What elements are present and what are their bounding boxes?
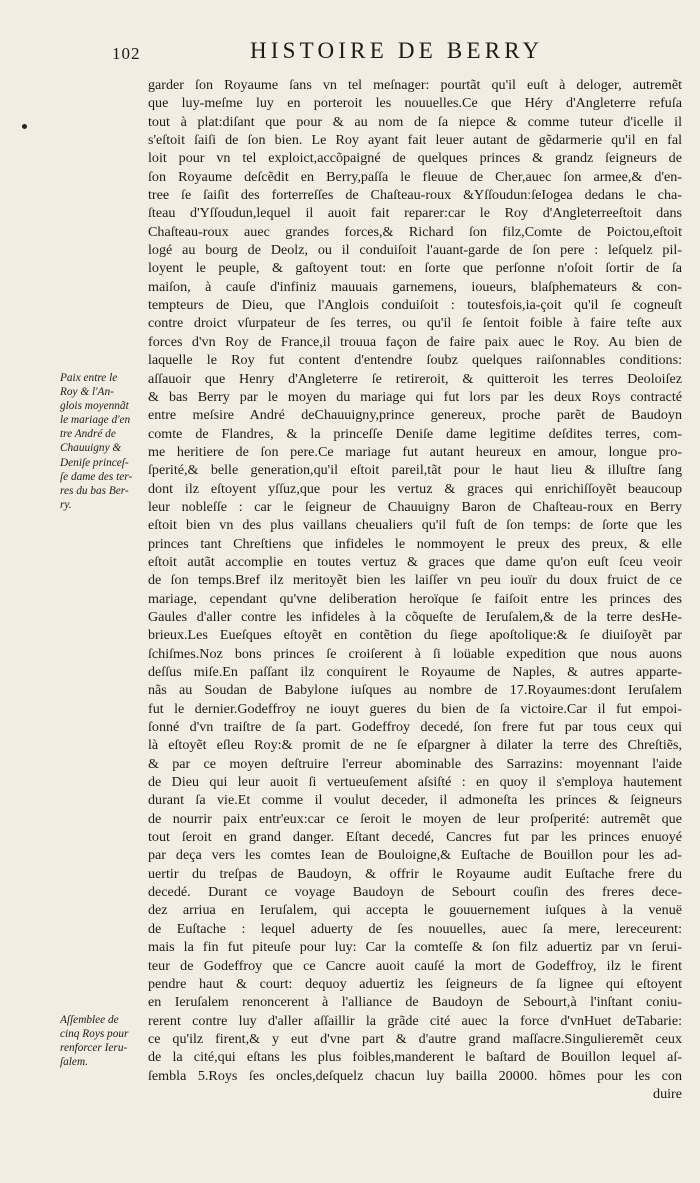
text-line: tout ſeroit en grand danger. Eſtant decedé, Cancres fut par les princes enuoyé — [148, 829, 682, 846]
text-line: tree ſe ſaiſit des forterreſſes de Chaſteau-roux &YſſoudunːſeIogea dedans le cha- — [148, 187, 682, 204]
margin-note-line: Chauuigny & — [60, 442, 122, 455]
text-line: pendre haut & court: dequoy aduertiz les ſeigneurs de ſa lignee qui eſtoyent — [148, 975, 682, 992]
text-line: forces d'vn Roy de France,il trouua façon de faire paix auec le Roy. Au bien de — [148, 333, 682, 350]
text-line: durant ſa vie.Et comme il voulut deceder, il admoneſta les princes & ſeigneurs — [148, 792, 682, 809]
margin-note-line: res du bas Ber- — [60, 484, 129, 497]
text-line: tout à plat:diſant que pour & au nom de ſa niepce & comme tuteur d'icelle il — [148, 113, 682, 130]
text-line: ſchiſmes.Noz bons princes ſe croiſerent à ſi loüable expedition que nous auons — [148, 645, 682, 662]
text-line: mariage, cependant qu'vne deliberation heroïque ſe faiſoit entre les princes des — [148, 590, 682, 607]
running-title: HISTOIRE DE BERRY — [250, 38, 544, 63]
text-line: en Ieruſalem renoncerent à l'alliance de Baudoyn de Sebourt,à l'inſtant coniu- — [148, 994, 682, 1011]
margin-note-line: Roy & l'An- — [60, 386, 114, 399]
text-line: & par ce moyen deſtruire l'erreur abominable des Sarrazins: moyennant l'aide — [148, 755, 682, 772]
margin-note-line: glois moyennãt — [60, 400, 129, 413]
text-line: nãs au Soudan de Babylone iuſques au nombre de 17.Royaumes:dont Ieruſalem — [148, 682, 682, 699]
text-line: de ſon temps.Bref ilz meritoyẽt bien les laiſſer vn peu iouïr du doux fruict de ce — [148, 572, 682, 589]
text-line: duire — [653, 1085, 682, 1102]
text-line: mais la fin fut piteuſe pour luy: Car la comteſſe & ſon filz aduertiz par vn ſerui- — [148, 939, 682, 956]
text-line: uertir du treſpas de Baudoyn, & offrir le Royaume audit Euſtache frere du — [148, 865, 682, 882]
text-line: ce qu'ilz firent,& y eut d'vne part & d'autre grand maſſacre.Singulieremẽt ceux — [148, 1030, 682, 1047]
text-line: Gaules d'aller contre les infideles à la cõqueſte de Ieruſalem,& de la terre desHe- — [148, 608, 682, 625]
page-header — [112, 38, 672, 74]
text-line: & bas Berry par le moyen du mariage qui fut lors par les deux Roys contracté — [148, 388, 682, 405]
text-line: decedé. Durant ce voyage Baudoyn de Sebourt couſin des freres dece- — [148, 884, 682, 901]
text-line: leur nobleſſe : car le ſeigneur de Chauuigny Baron de Chaſteau-roux en Berry — [148, 498, 682, 515]
margin-note-line: cinq Roys pour — [60, 1028, 129, 1041]
text-line: eſtoit bien vn des plus vaillans cheualiers qu'il fuſt de ſon temps: de ſorte que les — [148, 517, 682, 534]
margin-note-assembly — [60, 1013, 150, 1069]
text-line: Chaſteau-roux auec grandes forces,& Richard ſon filz,Comte de Poictou,eſtoit — [148, 223, 682, 240]
margin-note-peace — [60, 371, 150, 512]
text-line: de Dieu qui leur auoit ſi vertueuſement aſsiſté : en quoy il s'employa hautement — [148, 774, 682, 791]
margin-note-line: Paix entre le — [60, 372, 118, 384]
text-line: logé au bourg de Deolz, ou il conduiſoit l'auant-garde de ſon pere : leſquelz pil- — [148, 242, 682, 259]
text-line: brieux.Les Eueſques eſtoyẽt en contẽtion du ſiege apoſtolique:& ſe diuiſoyẽt par — [148, 627, 682, 644]
text-line: de la cité,qui eſtans les plus foibles,manderent le baſtard de Bouillon lequel aſ- — [148, 1049, 682, 1066]
text-line: tempteurs de Dieu, que l'Anglois conduiſoit : toutesfois,ia-çoit qu'il ſe cogneuſt — [148, 297, 682, 314]
text-line: de nourrir paix entr'eux:car ce ſeroit le moyen de leur proſperité: autremẽt que — [148, 810, 682, 827]
text-line: me heritiere de ſon pere.Ce mariage fut autant heureux en amour, longue pro- — [148, 443, 682, 460]
text-line: eſtoit autãt accomplie en toutes vertuz & graces que dame qu'on euſt ſceu veoir — [148, 553, 682, 570]
text-line: fut le dernier.Godeffroy ne iouyt gueres du bien de ſa victoire.Car il fut empoi- — [148, 700, 682, 717]
body-text — [148, 76, 682, 1103]
text-line: loyent le peuple, & gaſtoyent tout: en ſorte que perſonne n'oſoit ſortir de ſa — [148, 260, 682, 277]
text-line: que luy-meſme luy en porteroit les nouuelles.Ce que Héry d'Angleterre refuſa — [148, 95, 682, 112]
text-line: dez arriua en Ieruſalem, qui accepta le gouuernement iuſques à la venuë — [148, 902, 682, 919]
text-line: contre droict vſurpateur de ſes terres, ou qu'il ſe ſentoit foible à faire teſte aux — [148, 315, 682, 332]
margin-note-line: le mariage d'en — [60, 414, 131, 427]
text-line: dont ilz eſtoyent yſſuz,que pour les vertuz & graces qui enrichiſſoyẽt beaucoup — [148, 480, 682, 497]
margin-note-line: ry. — [60, 498, 72, 511]
text-line: s'eſtoit ſaiſi de ſon bien. Le Roy ayant fait leuer autant de gẽdarmerie qu'il en fal — [148, 132, 682, 149]
text-line: laquelle le Roy fut content d'entendre ſoubz quelques raiſonnables conditions: — [148, 352, 682, 369]
text-line: princes tant Chreſtiens que infideles le nommoyent le preux des preux, & elle — [148, 535, 682, 552]
text-line: teur de Godeffroy que ce Cancre auoit cauſé la mort de Godeffroy, ilz le firent — [148, 957, 682, 974]
text-line: comte de Flandres, & la princeſſe Deniſe dame legitime deſdites terres, com- — [148, 425, 682, 442]
text-line: par deça vers les comtes Iean de Bouloigne,& Euſtache de Bouillon pour les ad- — [148, 847, 682, 864]
text-line: ſon Royaume deſcẽdit en Berry,paſſa le fleuue de Cher,auec ſon armee,& d'en- — [148, 168, 682, 185]
text-line: entre meſsire André deChauuigny,prince genereux, proche parẽt de Baudoyn — [148, 407, 682, 424]
text-line: ſperité,& belle generation,qu'il eſtoit pareil,tãt pour le haut lieu & illuſtre ſang — [148, 462, 682, 479]
margin-note-line: Deniſe princeſ- — [60, 456, 129, 469]
text-line: là eſtoyẽt eſleu Roy:& promit de ne ſe eſpargner à dilater la terre des Chreſtiẽs, — [148, 737, 682, 754]
margin-note-line: ſe dame des ter- — [60, 470, 133, 483]
text-line: rerent contre luy d'aller aſſaillir la grãde cité auec la force d'vnHuet deTabarie: — [148, 1012, 682, 1029]
text-line: ſonné d'vn traiſtre de ſa part. Godeffroy decedé, ſon frere fut par tous ceux qui — [148, 719, 682, 736]
margin-note-line: ſalem. — [60, 1056, 88, 1069]
margin-note-line: tre André de — [60, 428, 116, 441]
text-line: de Euſtache : lequel aduerty de ſes nouuelles, auec ſa mere, lereceurent: — [148, 920, 682, 937]
ink-spot — [22, 124, 27, 129]
margin-note-line: Aſſemblee de — [60, 1014, 119, 1026]
text-line: aſſauoir que Henry d'Angleterre ſe retireroit, & quitteroit les terres Deoloiſez — [148, 370, 682, 387]
text-line: ſembla 5.Roys ſes oncles,deſquelz chacun luy bailla 20000. hõmes pour les con — [148, 1067, 682, 1084]
text-line: loit pour vn tel exploict,accõpaigné de quelques princes & grandz ſeigneurs de — [148, 150, 682, 167]
text-line: garder ſon Royaume ſans vn tel meſnager: pourtãt qu'il euſt à deloger, autremẽt — [148, 77, 682, 93]
text-line: deſſus miſe.En paſſant ilz conquirent le Royaume de Naples, & autres apparte- — [148, 664, 682, 680]
text-line: ſteau d'Yſſoudun,lequel il auoit fait reparer:car le Roy d'Angleterreeſtoit dans — [148, 205, 682, 222]
margin-note-line: renforcer Ieru- — [60, 1042, 128, 1055]
text-line: maiſon, à cauſe d'infiniz mauuais garnemens, ioueurs, blaſphemateurs & con- — [148, 278, 682, 295]
page-number: 102 — [112, 44, 141, 63]
